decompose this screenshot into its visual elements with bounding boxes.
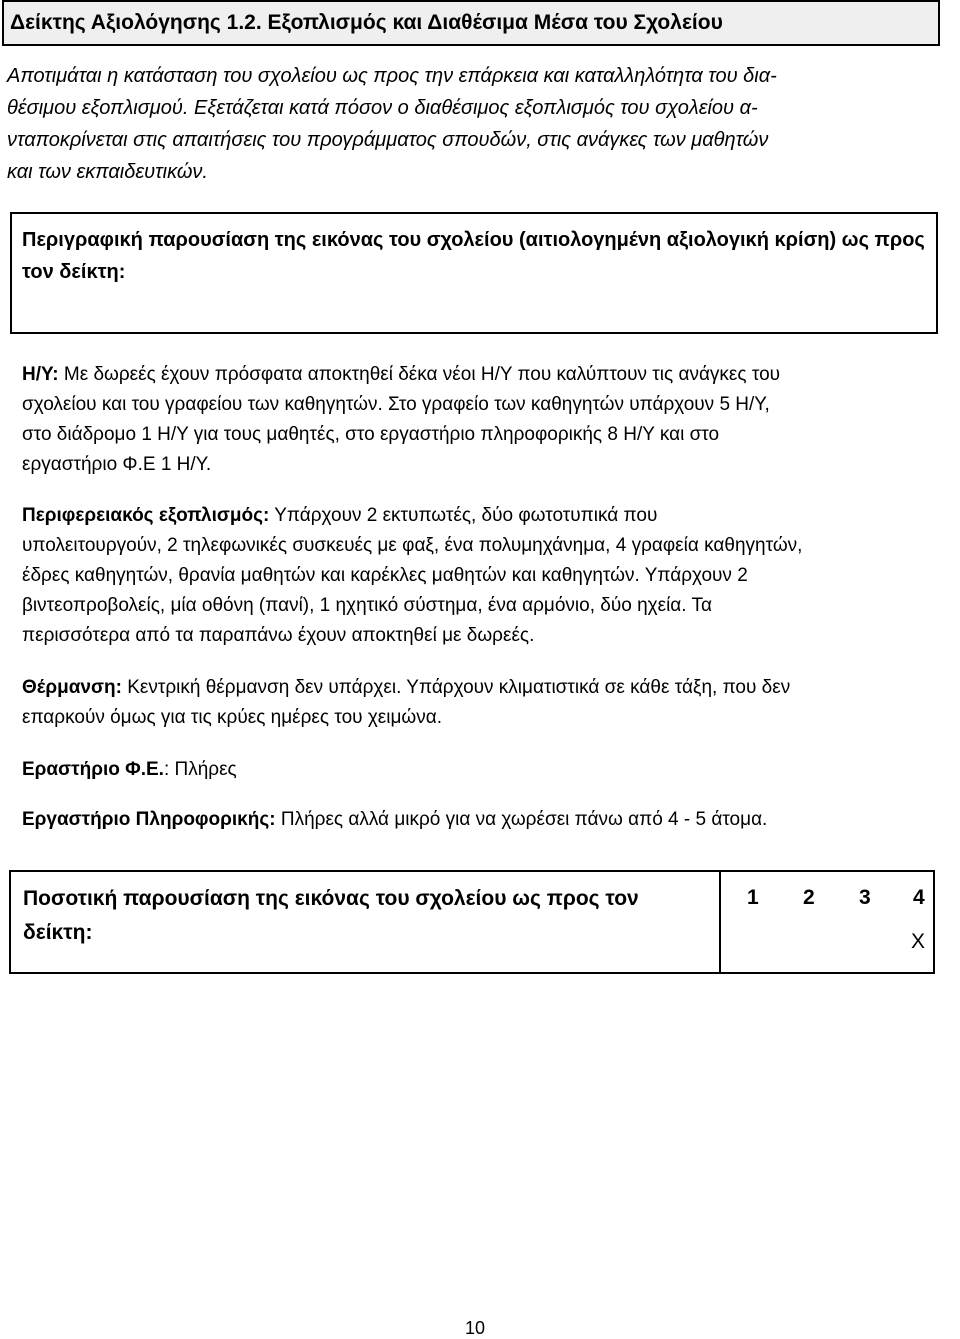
peripherals-label: Περιφερειακός εξοπλισμός: [22,505,270,526]
heating-line: επαρκούν όμως για τις κρύες ημέρες του χειμώνα. [22,707,443,728]
indicator-title: Δείκτης Αξιολόγησης 1.2. Εξοπλισμός και Διαθέσιμα Μέσα του Σχολείου [10,11,723,34]
science-lab-line [22,755,960,785]
intro-line: Αποτιμάται η κατάσταση του σχολείου ως προς την επάρκεια και καταλληλότητα του δια- [7,65,777,87]
rating-option-4: 4 [913,886,925,909]
peripherals-section [22,501,960,651]
heating-label: Θέρμανση: [22,677,122,698]
intro-line: νταποκρίνεται στις απαιτήσεις του προγράμματος σπουδών, στις ανάγκες των μαθητών [7,129,769,151]
it-lab-line [22,805,960,835]
heating-text: Κεντρική θέρμανση δεν υπάρχει. Υπάρχουν κλιματιστικά σε κάθε τάξη, που δεν [121,677,791,698]
it-lab-section [22,805,960,835]
science-lab-text: : Πλήρες [163,759,237,780]
quantitative-presentation-label: Ποσοτική παρουσίαση της εικόνας του σχολείου ως προς τον δείκτη: [11,872,721,972]
computers-section [22,360,960,480]
computers-line: εργαστήριο Φ.Ε 1 Η/Υ. [22,454,212,475]
science-lab-section [22,755,960,785]
computers-line [22,360,960,390]
rating-option-3: 3 [859,886,871,909]
indicator-title-box [2,0,940,46]
peripherals-line: περισσότερα από τα παραπάνω έχουν αποκτηθεί με δωρεές. [22,625,535,646]
it-lab-label: Εργαστήριο Πληροφορικής: [22,809,276,830]
rating-option-2: 2 [803,886,815,909]
science-lab-label: Εραστήριο Φ.Ε. [22,759,164,780]
intro-line: θέσιμου εξοπλισμού. Εξετάζεται κατά πόσον ο διαθέσιμος εξοπλισμός του σχολείου α- [7,97,758,119]
computers-line: στο διάδρομο 1 Η/Υ για τους μαθητές, στο εργαστήριο πληροφορικής 8 Η/Υ και στο [22,424,720,445]
peripherals-text: Υπάρχουν 2 εκτυπωτές, δύο φωτοτυπικά που [269,505,658,526]
descriptive-presentation-heading: Περιγραφική παρουσίαση της εικόνας του σχολείου (αιτιολογημένη αξιολογική κρίση) ως προς τον δείκτη: [22,229,925,283]
quantitative-presentation-table [9,870,935,974]
selected-rating-mark: X [911,930,926,953]
intro-line: και των εκπαιδευτικών. [7,161,208,183]
peripherals-line: έδρες καθηγητών, θρανία μαθητών και καρέκλες μαθητών και καθηγητών. Υπάρχουν 2 [22,565,748,586]
computers-text: Με δωρεές έχουν πρόσφατα αποκτηθεί δέκα νέοι Η/Υ που καλύπτουν τις ανάγκες του [58,364,781,385]
peripherals-line [22,501,960,531]
page-number: 10 [464,1318,486,1338]
rating-option-1: 1 [747,886,759,909]
peripherals-line: υπολειτουργούν, 2 τηλεφωνικές συσκευές με φαξ, ένα πολυμηχάνημα, 4 γραφεία καθηγητών, [22,535,803,556]
descriptive-presentation-box [10,212,938,334]
computers-label: Η/Υ: [22,364,59,385]
intro-paragraph [7,60,953,188]
peripherals-line: βιντεοπροβολείς, μία οθόνη (πανί), 1 ηχητικό σύστημα, ένα αρμόνιο, δύο ηχεία. Τα [22,595,713,616]
heating-line [22,673,960,703]
computers-line: σχολείου και του γραφείου των καθηγητών. Στο γραφείο των καθηγητών υπάρχουν 5 Η/Υ, [22,394,770,415]
rating-scale [721,872,933,972]
heating-section [22,673,960,733]
it-lab-text: Πλήρες αλλά μικρό για να χωρέσει πάνω από 4 - 5 άτομα. [275,809,768,830]
